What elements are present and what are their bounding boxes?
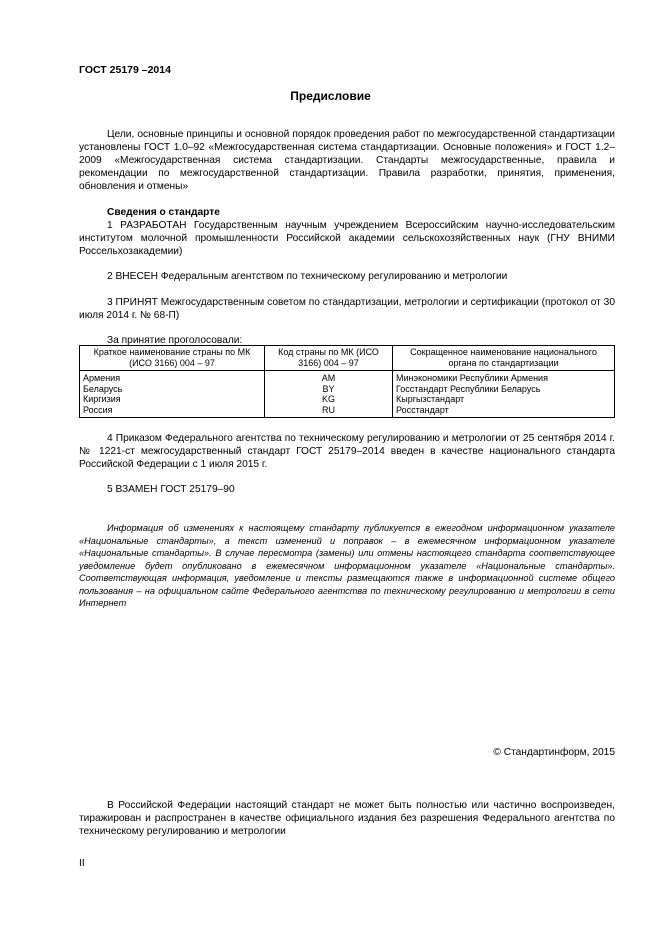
item-submitted: 2 ВНЕСЕН Федеральным агентством по техническому регулированию и метрологии <box>107 271 508 282</box>
info-heading: Сведения о стандарте <box>107 207 220 218</box>
table-row <box>80 371 615 384</box>
code-cell: KG <box>265 394 393 405</box>
item-replaces: 5 ВЗАМЕН ГОСТ 25179–90 <box>107 484 235 495</box>
item-developed: 1 РАЗРАБОТАН Государственным научным учреждением Всероссийским научно-исследовательским институтом молочной промышленности Российской академии сельскохозяйственных наук (ГНУ ВНИМИ Россельхозакадемии) <box>79 220 615 257</box>
voting-table <box>79 345 615 418</box>
item-enacted: 4 Приказом Федерального агентства по техническому регулированию и метрологии от 25 сентября 2014 г. № 1221-ст межгосударственный стандарт ГОСТ 25179–2014 введен в качестве национального стандарта Российской Федерации с 1 июля 2015 г. <box>79 433 615 470</box>
document-id: ГОСТ 25179 –2014 <box>79 64 171 76</box>
organ-cell: Минэкономики Республики Армения <box>393 371 615 384</box>
table-header-row <box>80 346 615 371</box>
organ-cell: Кыргызстандарт <box>393 394 615 405</box>
column-header-code: Код страны по МК (ИСО 3166) 004 – 97 <box>265 346 393 371</box>
code-cell: AM <box>265 371 393 384</box>
item-adopted: 3 ПРИНЯТ Межгосударственным советом по стандартизации, метрологии и сертификации (протокол от 30 июля 2014 г. № 68-П) <box>79 297 615 321</box>
column-header-organ: Сокращенное наименование национального органа по стандартизации <box>393 346 615 371</box>
table-row <box>80 394 615 405</box>
country-cell: Беларусь <box>80 384 265 395</box>
organ-cell: Госстандарт Республики Беларусь <box>393 384 615 395</box>
organ-cell: Росстандарт <box>393 405 615 418</box>
changes-info-notice: Информация об изменениях к настоящему стандарту публикуется в ежегодном информационном указателе «Национальные стандарты», а текст изменений и поправок – в ежемесячном информационном указателе «Национальные стандарты». В случае пересмотра (замены) или отмены настоящего стандарта соответствующее уведомление будет опубликовано в ежемесячном информационном указателе «Национальные стандарты». Соответствующая информация, уведомление и тексты размещаются также в информационной системе общего пользования – на официальном сайте Федерального агентства по техническому регулированию и метрологии в сети Интернет <box>79 523 615 608</box>
table-row <box>80 405 615 418</box>
code-cell: RU <box>265 405 393 418</box>
copyright: © Стандартинформ, 2015 <box>493 747 615 758</box>
code-cell: BY <box>265 384 393 395</box>
table-row <box>80 384 615 395</box>
column-header-country: Краткое наименование страны по МК (ИСО 3166) 004 – 97 <box>80 346 265 371</box>
voted-label: За принятие проголосовали: <box>107 335 243 346</box>
reproduction-notice: В Российской Федерации настоящий стандарт не может быть полностью или частично воспроизведен, тиражирован и распространен в качестве официального издания без разрешения Федерального агентства по техническому регулированию и метрологии <box>79 800 615 837</box>
country-cell: Армения <box>80 371 265 384</box>
country-cell: Киргизия <box>80 394 265 405</box>
page-number: II <box>79 858 85 869</box>
intro-paragraph: Цели, основные принципы и основной порядок проведения работ по межгосударственной стандартизации установлены ГОСТ 1.0–92 «Межгосударственная система стандартизации. Основные положения» и ГОСТ 1.2–2009 «Межгосударственная система стандартизации. Стандарты межгосударственные, правила и рекомендации по межгосударственной стандартизации. Правила разработки, принятия, применения, обновления и отмены» <box>79 129 615 192</box>
country-cell: Россия <box>80 405 265 418</box>
page-title: Предисловие <box>290 89 371 103</box>
